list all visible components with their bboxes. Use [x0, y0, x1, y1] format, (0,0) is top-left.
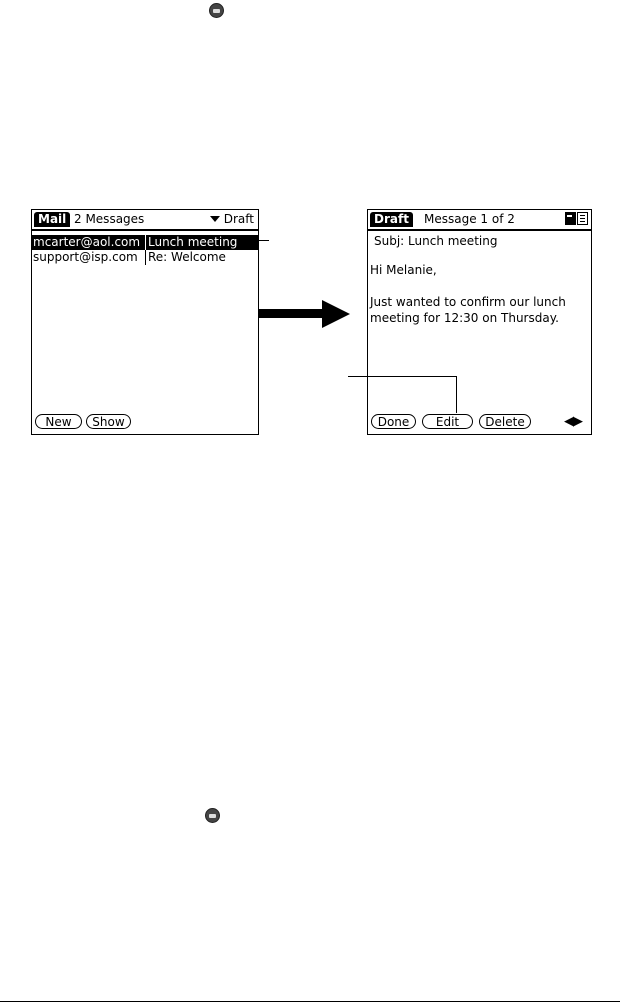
subject-line: Subj: Lunch meeting: [374, 234, 498, 248]
font-small-icon[interactable]: [565, 212, 576, 225]
body-line: Just wanted to confirm our lunch: [370, 295, 566, 309]
title-bar: [368, 210, 591, 231]
scroll-arrows-icon[interactable]: ◀▶: [564, 414, 582, 429]
arrow-shaft: [259, 309, 323, 318]
message-from: mcarter@aol.com: [33, 235, 141, 249]
right-arrow-icon: [322, 300, 350, 328]
message-subject: Lunch meeting: [148, 235, 238, 249]
new-button[interactable]: New: [35, 414, 82, 429]
message-from: support@isp.com: [33, 250, 138, 264]
dropdown-triangle-icon: [210, 216, 220, 222]
category-label: Draft: [223, 212, 254, 226]
done-button[interactable]: Done: [371, 414, 416, 429]
body-line: meeting for 12:30 on Thursday.: [370, 311, 559, 325]
column-divider: [145, 250, 146, 265]
title-bar: [32, 210, 258, 231]
message-count: 2 Messages: [74, 212, 145, 226]
message-view-screen: [367, 209, 592, 435]
callout-line: [456, 376, 457, 413]
font-large-icon[interactable]: [577, 212, 588, 225]
message-subject: Re: Welcome: [148, 250, 226, 264]
page-footer-rule: [0, 1001, 620, 1002]
callout-line: [348, 376, 457, 377]
app-title: Mail: [34, 212, 70, 227]
palm-os-icon: [205, 808, 220, 823]
body-line: Hi Melanie,: [370, 263, 437, 277]
message-position: Message 1 of 2: [424, 212, 515, 226]
category-picker[interactable]: [210, 212, 254, 227]
message-row[interactable]: [32, 235, 258, 250]
view-title: Draft: [370, 212, 413, 227]
callout-line: [257, 240, 269, 241]
edit-button[interactable]: Edit: [422, 414, 473, 429]
message-row[interactable]: [32, 250, 258, 265]
show-button[interactable]: Show: [86, 414, 131, 429]
column-divider: [145, 235, 146, 250]
mail-list-screen: [31, 209, 259, 435]
palm-os-icon: [209, 3, 224, 18]
delete-button[interactable]: Delete: [479, 414, 531, 429]
